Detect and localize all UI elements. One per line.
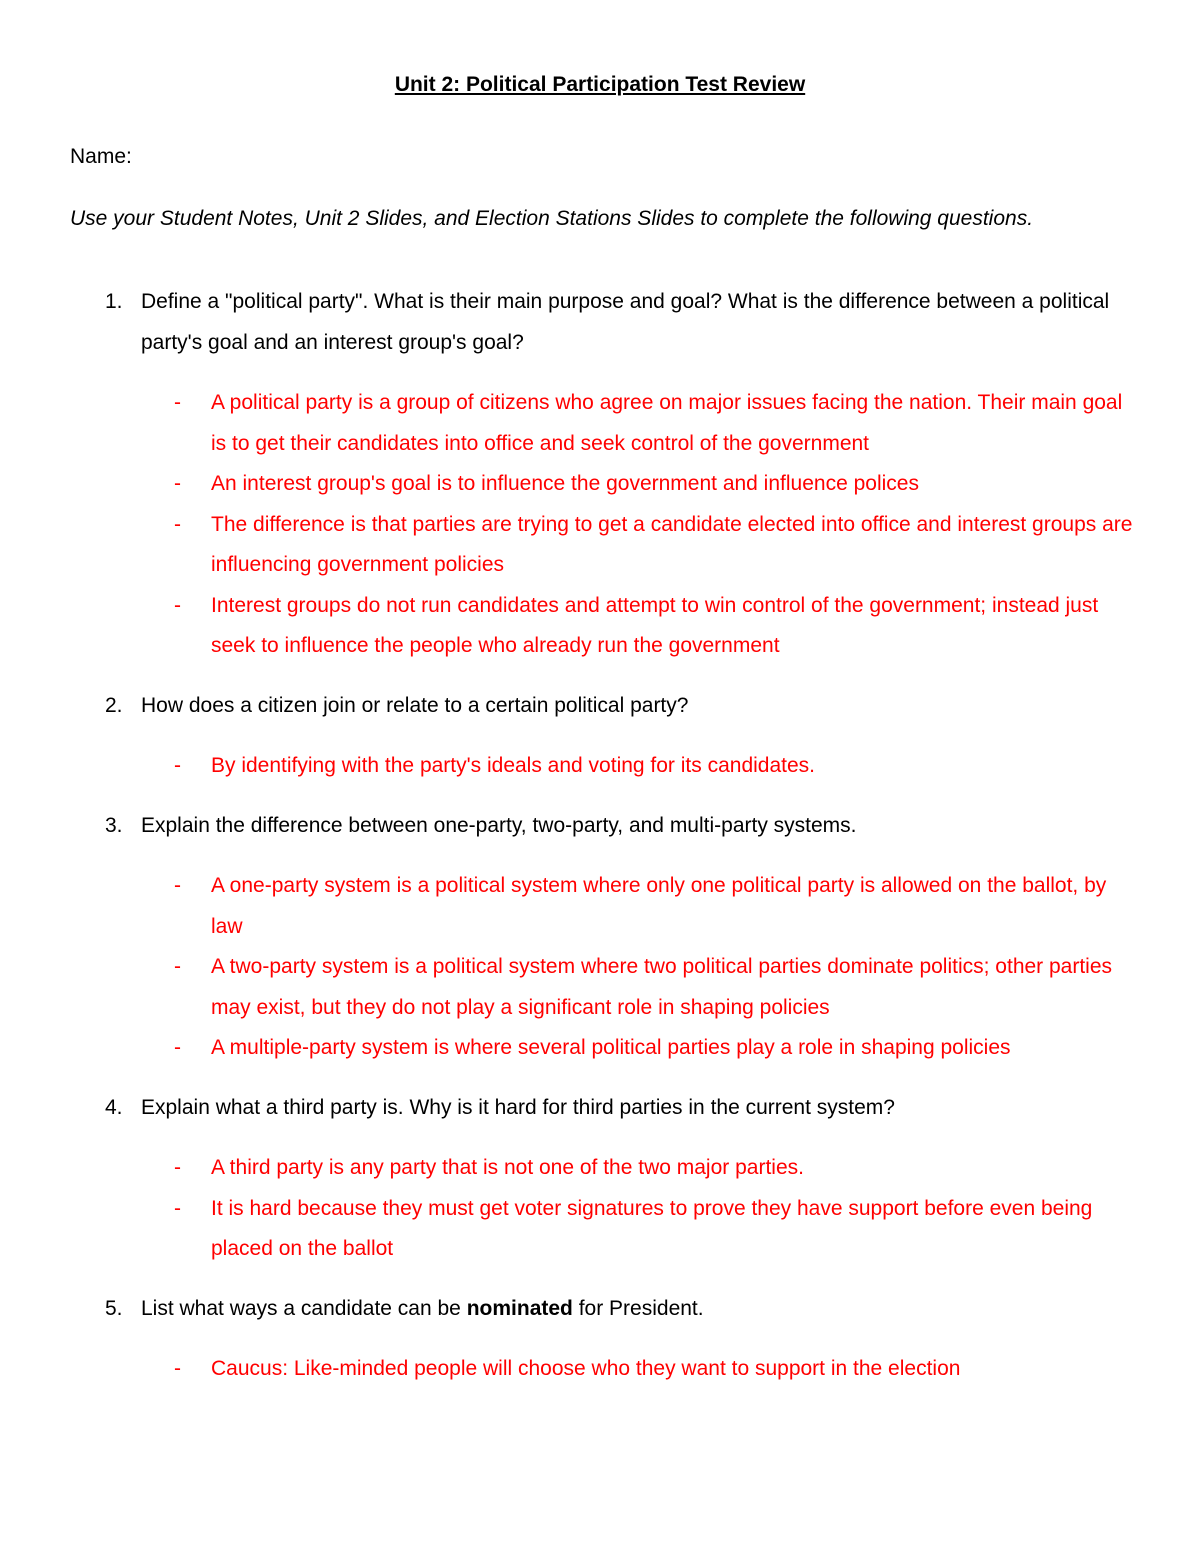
answer-item	[174, 1028, 1141, 1069]
answer-list-2	[0, 746, 1200, 787]
answer-item	[174, 586, 1141, 667]
bullet-dash: -	[174, 391, 181, 414]
answer-item	[174, 1148, 1141, 1189]
answer-item	[174, 866, 1141, 947]
answer-list-5	[0, 1349, 1200, 1390]
bullet-dash: -	[174, 1357, 181, 1380]
bullet-dash: -	[174, 472, 181, 495]
question-text: How does a citizen join or relate to a certain political party?	[141, 693, 689, 717]
answer-list-3	[0, 866, 1200, 1069]
question-1	[105, 282, 1131, 363]
answer-text: It is hard because they must get voter signatures to prove they have support before even being placed on the ballot	[211, 1196, 1093, 1260]
answer-item	[174, 464, 1141, 505]
answer-text: By identifying with the party's ideals and voting for its candidates.	[211, 754, 816, 777]
bullet-dash: -	[174, 593, 181, 617]
answer-text: A political party is a group of citizens who agree on major issues facing the nation. Their main goal is to get their candidates into office and seek control of the government	[211, 391, 1123, 455]
question-number: 2.	[105, 693, 123, 717]
answer-text: Caucus: Like-minded people will choose who they want to support in the election	[211, 1357, 961, 1380]
question-number: 4.	[105, 1095, 123, 1119]
answer-text: A third party is any party that is not one of the two major parties.	[211, 1156, 804, 1179]
question-text: Explain the difference between one-party, two-party, and multi-party systems.	[141, 813, 857, 837]
answer-list-1	[0, 383, 1200, 667]
bullet-dash: -	[174, 1196, 181, 1220]
bullet-dash: -	[174, 955, 181, 978]
answer-item	[174, 1189, 1141, 1270]
document-title: Unit 2: Political Participation Test Review	[394, 73, 806, 96]
answer-text: A one-party system is a political system where only one political party is allowed on the ballot, by law	[211, 874, 1107, 938]
question-text-bold: nominated	[466, 1296, 573, 1320]
answer-text: The difference is that parties are trying to get a candidate elected into office and interest groups are influencing government policies	[211, 512, 1133, 576]
question-4	[105, 1088, 1131, 1129]
answer-item	[174, 1349, 1141, 1390]
question-3	[105, 806, 1131, 847]
bullet-dash: -	[174, 874, 181, 897]
name-label: Name:	[70, 145, 132, 168]
question-text: Define a "political party". What is their main purpose and goal? What is the difference between a political party's goal and an interest group's goal?	[141, 290, 1110, 354]
answer-item	[174, 746, 1141, 787]
answer-item	[174, 947, 1141, 1028]
question-number: 5.	[105, 1296, 123, 1320]
question-text: Explain what a third party is. Why is it hard for third parties in the current system?	[141, 1095, 895, 1119]
answer-item	[174, 383, 1141, 464]
answer-text: An interest group's goal is to influence the government and influence polices	[211, 472, 919, 495]
question-number: 1.	[105, 290, 123, 313]
answer-text: A multiple-party system is where several political parties play a role in shaping policies	[211, 1036, 1011, 1059]
answer-item	[174, 505, 1141, 586]
question-2	[105, 686, 1131, 727]
question-5	[105, 1289, 1131, 1330]
question-text-after: for President.	[572, 1296, 704, 1320]
bullet-dash: -	[174, 512, 181, 536]
answer-text: A two-party system is a political system where two political parties dominate politics; other parties may exist, but they do not play a significant role in shaping policies	[211, 955, 1113, 1019]
answer-text: Interest groups do not run candidates and attempt to win control of the government; instead just seek to influence the people who already run the government	[211, 593, 1099, 657]
answer-list-4	[0, 1148, 1200, 1270]
question-list	[0, 282, 1200, 1390]
instructions: Use your Student Notes, Unit 2 Slides, and Election Stations Slides to complete the following questions.	[70, 207, 1034, 230]
bullet-dash: -	[174, 1156, 181, 1179]
bullet-dash: -	[174, 1036, 181, 1059]
question-number: 3.	[105, 813, 123, 837]
bullet-dash: -	[174, 754, 181, 777]
question-text-before: List what ways a candidate can be	[141, 1296, 467, 1320]
